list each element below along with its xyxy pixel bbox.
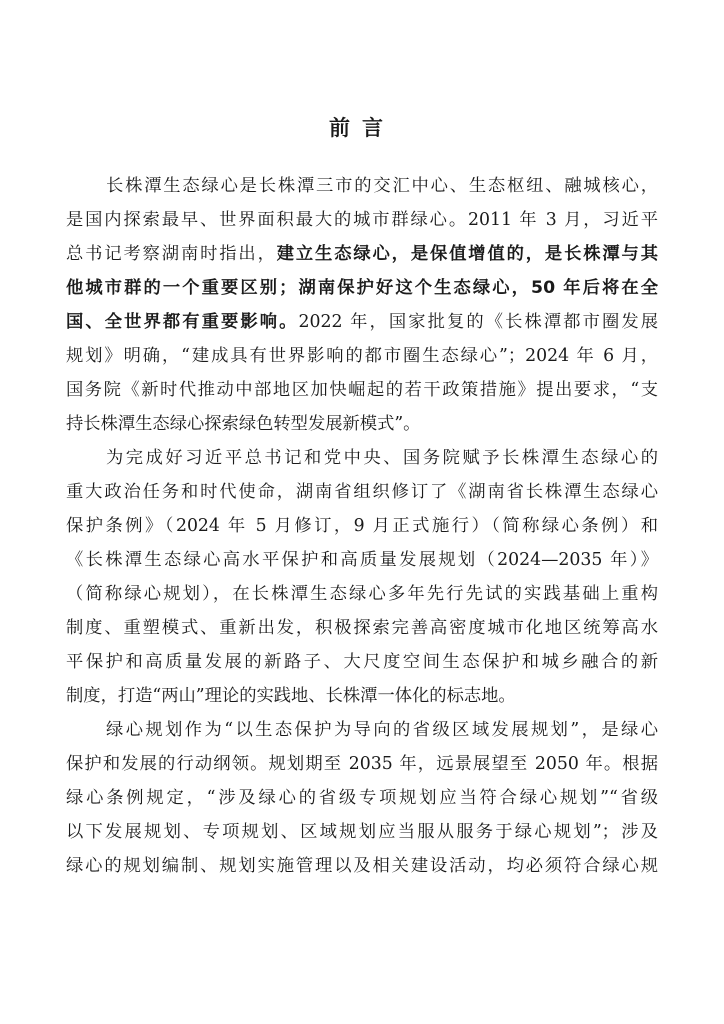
text-segment: 绿心的规划编制、规划实施管理以及相关建设活动，均必须符合绿心规 bbox=[66, 856, 658, 876]
text-segment: 是国内探索最早、世界面积最大的城市群绿心。2011 年 3 月，习近平 bbox=[66, 210, 658, 230]
text-segment: 平保护和高质量发展的新路子、大尺度空间生态保护和城乡融合的新 bbox=[66, 652, 658, 672]
text-segment: （简称绿心规划），在长株潭生态绿心多年先行先试的实践基础上重构 bbox=[66, 584, 658, 604]
text-line bbox=[66, 509, 658, 543]
text-segment: 制度、重塑模式、重新出发，积极探索完善高密度城市化地区统筹高水 bbox=[66, 618, 658, 638]
text-line bbox=[66, 237, 658, 271]
paragraph bbox=[66, 169, 658, 441]
text-line bbox=[66, 645, 658, 679]
text-line bbox=[66, 441, 658, 475]
bold-text: 国、全世界都有重要影响。 bbox=[66, 312, 299, 332]
text-line bbox=[66, 543, 658, 577]
text-line bbox=[66, 815, 658, 849]
text-line bbox=[66, 339, 658, 373]
text-line bbox=[66, 271, 658, 305]
text-segment: 总书记考察湖南时指出， bbox=[66, 244, 277, 264]
text-line bbox=[66, 713, 658, 747]
text-segment: 国务院《新时代推动中部地区加快崛起的若干政策措施》提出要求，“支 bbox=[66, 380, 658, 400]
text-line bbox=[66, 203, 658, 237]
text-line bbox=[66, 781, 658, 815]
text-segment: 绿心条例规定，“涉及绿心的省级专项规划应当符合绿心规划”“省级 bbox=[66, 788, 658, 808]
text-line bbox=[66, 679, 658, 713]
text-line bbox=[66, 849, 658, 883]
text-segment: 保护条例》（2024 年 5 月修订，9 月正式施行）（简称绿心条例）和 bbox=[66, 516, 658, 536]
text-segment: 《长株潭生态绿心高水平保护和高质量发展规划（2024—2035 年）》 bbox=[66, 550, 658, 570]
page-title: 前言 bbox=[329, 116, 395, 140]
text-segment: 长株潭生态绿心是长株潭三市的交汇中心、生态枢纽、融城核心， bbox=[106, 176, 658, 196]
text-line bbox=[66, 577, 658, 611]
text-segment: 保护和发展的行动纲领。规划期至 2035 年，远景展望至 2050 年。根据 bbox=[66, 754, 658, 774]
text-segment: 重大政治任务和时代使命，湖南省组织修订了《湖南省长株潭生态绿心 bbox=[66, 482, 658, 502]
text-line bbox=[66, 169, 658, 203]
text-line bbox=[66, 407, 658, 441]
text-segment: 规划》明确，“建成具有世界影响的都市圈生态绿心”；2024 年 6 月， bbox=[66, 346, 658, 366]
bold-text: 他城市群的一个重要区别；湖南保护好这个生态绿心，50 年后将在全 bbox=[66, 278, 658, 298]
text-segment: 绿心规划作为“以生态保护为导向的省级区域发展规划”，是绿心 bbox=[106, 720, 658, 740]
text-segment: 为完成好习近平总书记和党中央、国务院赋予长株潭生态绿心的 bbox=[106, 448, 658, 468]
text-line bbox=[66, 611, 658, 645]
text-line bbox=[66, 305, 658, 339]
bold-text: 建立生态绿心，是保值增值的，是长株潭与其 bbox=[276, 244, 658, 264]
paragraph bbox=[66, 441, 658, 713]
text-segment: 以下发展规划、专项规划、区域规划应当服从服务于绿心规划”；涉及 bbox=[66, 822, 658, 842]
paragraph bbox=[66, 713, 658, 883]
document-body bbox=[66, 169, 658, 883]
text-segment: 制度，打造“两山”理论的实践地、长株潭一体化的标志地。 bbox=[66, 686, 516, 706]
text-line bbox=[66, 475, 658, 509]
text-segment: 持长株潭生态绿心探索绿色转型发展新模式”。 bbox=[66, 414, 421, 434]
text-line bbox=[66, 373, 658, 407]
text-line bbox=[66, 747, 658, 781]
text-segment: 2022 年，国家批复的《长株潭都市圈发展 bbox=[298, 312, 658, 332]
